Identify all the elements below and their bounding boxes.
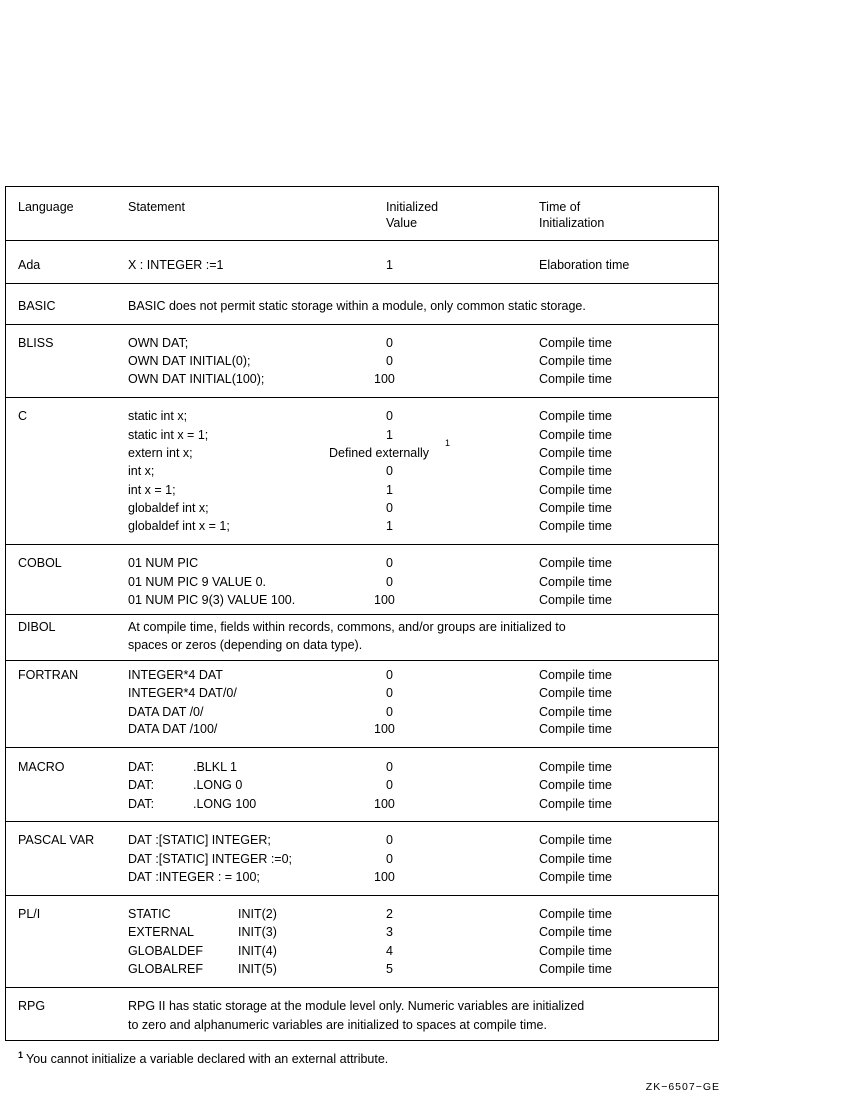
value-cell: 0 xyxy=(386,833,393,847)
time-cell: Compile time xyxy=(539,501,612,515)
divider xyxy=(6,397,718,398)
statement-cell: OWN DAT INITIAL(0); xyxy=(128,354,251,368)
header-statement: Statement xyxy=(128,200,185,214)
time-cell: Compile time xyxy=(539,962,612,976)
statement-cell: INIT(5) xyxy=(238,962,277,976)
time-cell: Compile time xyxy=(539,354,612,368)
statement-cell: int x = 1; xyxy=(128,483,176,497)
time-cell: Compile time xyxy=(539,409,612,423)
statement-cell: globaldef int x; xyxy=(128,501,209,515)
value-cell: 0 xyxy=(386,686,393,700)
time-cell: Compile time xyxy=(539,760,612,774)
value-cell: 2 xyxy=(386,907,393,921)
time-cell: Compile time xyxy=(539,483,612,497)
lang-pascal: PASCAL VAR xyxy=(18,833,95,847)
time-cell: Compile time xyxy=(539,833,612,847)
value-cell: 1 xyxy=(386,428,393,442)
statement-cell: extern int x; xyxy=(128,446,193,460)
value-cell: 0 xyxy=(386,354,393,368)
statement-cell: DATA DAT /0/ xyxy=(128,705,204,719)
value-cell: 100 xyxy=(374,870,395,884)
time-cell: Compile time xyxy=(539,907,612,921)
statement-cell: DAT :INTEGER : = 100; xyxy=(128,870,260,884)
time-cell: Compile time xyxy=(539,852,612,866)
value-cell-defined-externally: Defined externally xyxy=(329,446,430,460)
time-cell: Compile time xyxy=(539,575,612,589)
time-cell: Elaboration time xyxy=(539,258,630,272)
dibol-note-line1: At compile time, fields within records, commons, and/or groups are initialized to xyxy=(128,620,566,634)
value-cell: 100 xyxy=(374,722,395,736)
divider xyxy=(6,240,718,241)
pli-keyword: GLOBALREF xyxy=(128,962,204,976)
header-initialized-value-line2: Value xyxy=(386,216,418,230)
time-cell: Compile time xyxy=(539,428,612,442)
value-cell: 0 xyxy=(386,336,393,350)
value-cell: 0 xyxy=(386,556,393,570)
divider xyxy=(6,660,718,661)
statement-cell: INIT(2) xyxy=(238,907,277,921)
lang-pli: PL/I xyxy=(18,907,41,921)
statement-cell: INIT(3) xyxy=(238,925,277,939)
value-cell: 1 xyxy=(386,483,393,497)
dibol-note-line2: spaces or zeros (depending on data type). xyxy=(128,638,363,652)
value-cell: 1 xyxy=(386,519,393,533)
statement-cell: DAT :[STATIC] INTEGER; xyxy=(128,833,271,847)
basic-note: BASIC does not permit static storage within a module, only common static storage. xyxy=(128,299,586,313)
divider xyxy=(6,895,718,896)
time-cell: Compile time xyxy=(539,944,612,958)
value-cell: 100 xyxy=(374,372,395,386)
statement-cell: INTEGER*4 DAT/0/ xyxy=(128,686,237,700)
macro-label: DAT: xyxy=(128,778,155,792)
divider xyxy=(6,324,718,325)
statement-cell: globaldef int x = 1; xyxy=(128,519,230,533)
divider xyxy=(6,747,718,748)
figure-code: ZK−6507−GE xyxy=(645,1081,720,1093)
time-cell: Compile time xyxy=(539,336,612,350)
pli-keyword: GLOBALDEF xyxy=(128,944,204,958)
static-initialization-table xyxy=(5,186,719,1041)
time-cell: Compile time xyxy=(539,925,612,939)
value-cell: 1 xyxy=(386,258,393,272)
value-cell: 0 xyxy=(386,668,393,682)
divider xyxy=(6,987,718,988)
lang-dibol: DIBOL xyxy=(18,620,56,634)
lang-fortran: FORTRAN xyxy=(18,668,79,682)
footnote xyxy=(18,1052,388,1066)
statement-cell: 01 NUM PIC 9 VALUE 0. xyxy=(128,575,267,589)
statement-cell: DATA DAT /100/ xyxy=(128,722,218,736)
value-cell: 4 xyxy=(386,944,393,958)
header-time-line1: Time of xyxy=(539,200,581,214)
time-cell: Compile time xyxy=(539,686,612,700)
lang-rpg: RPG xyxy=(18,999,46,1013)
divider xyxy=(6,544,718,545)
value-cell: 0 xyxy=(386,852,393,866)
time-cell: Compile time xyxy=(539,519,612,533)
statement-cell: DAT :[STATIC] INTEGER :=0; xyxy=(128,852,293,866)
header-initialized-value-line1: Initialized xyxy=(386,200,439,214)
statement-cell: int x; xyxy=(128,464,155,478)
lang-bliss: BLISS xyxy=(18,336,54,350)
value-cell: 0 xyxy=(386,464,393,478)
footnote-marker: 1 xyxy=(445,438,451,448)
time-cell: Compile time xyxy=(539,778,612,792)
divider xyxy=(6,614,718,615)
header-time-line2: Initialization xyxy=(539,216,605,230)
time-cell: Compile time xyxy=(539,668,612,682)
value-cell: 3 xyxy=(386,925,393,939)
value-cell: 5 xyxy=(386,962,393,976)
statement-cell: 01 NUM PIC 9(3) VALUE 100. xyxy=(128,593,296,607)
lang-ada: Ada xyxy=(18,258,41,272)
pli-keyword: STATIC xyxy=(128,907,171,921)
value-cell: 0 xyxy=(386,778,393,792)
value-cell: 0 xyxy=(386,760,393,774)
time-cell: Compile time xyxy=(539,372,612,386)
lang-cobol: COBOL xyxy=(18,556,62,570)
lang-macro: MACRO xyxy=(18,760,65,774)
statement-cell: .LONG 100 xyxy=(193,797,257,811)
statement-cell: OWN DAT INITIAL(100); xyxy=(128,372,265,386)
value-cell: 100 xyxy=(374,797,395,811)
time-cell: Compile time xyxy=(539,464,612,478)
statement-cell: 01 NUM PIC xyxy=(128,556,199,570)
time-cell: Compile time xyxy=(539,722,612,736)
lang-c: C xyxy=(18,409,28,423)
statement-cell: X : INTEGER :=1 xyxy=(128,258,224,272)
value-cell: 0 xyxy=(386,575,393,589)
rpg-note-line2: to zero and alphanumeric variables are initialized to spaces at compile time. xyxy=(128,1018,547,1032)
time-cell: Compile time xyxy=(539,870,612,884)
statement-cell: OWN DAT; xyxy=(128,336,189,350)
pli-keyword: EXTERNAL xyxy=(128,925,194,939)
divider xyxy=(6,283,718,284)
statement-cell: INIT(4) xyxy=(238,944,277,958)
time-cell: Compile time xyxy=(539,593,612,607)
time-cell: Compile time xyxy=(539,797,612,811)
time-cell: Compile time xyxy=(539,446,612,460)
macro-label: DAT: xyxy=(128,760,155,774)
statement-cell: .LONG 0 xyxy=(193,778,243,792)
time-cell: Compile time xyxy=(539,705,612,719)
lang-basic: BASIC xyxy=(18,299,56,313)
statement-cell: static int x = 1; xyxy=(128,428,209,442)
statement-cell: .BLKL 1 xyxy=(193,760,238,774)
statement-cell: static int x; xyxy=(128,409,188,423)
value-cell: 0 xyxy=(386,705,393,719)
rpg-note-line1: RPG II has static storage at the module level only. Numeric variables are initialized xyxy=(128,999,585,1013)
macro-label: DAT: xyxy=(128,797,155,811)
value-cell: 100 xyxy=(374,593,395,607)
footnote-mark: 1 xyxy=(18,1050,24,1060)
header-language: Language xyxy=(18,200,74,214)
footnote-text: You cannot initialize a variable declared with an external attribute. xyxy=(26,1052,389,1066)
divider xyxy=(6,821,718,822)
statement-cell: INTEGER*4 DAT xyxy=(128,668,223,682)
value-cell: 0 xyxy=(386,409,393,423)
value-cell: 0 xyxy=(386,501,393,515)
time-cell: Compile time xyxy=(539,556,612,570)
